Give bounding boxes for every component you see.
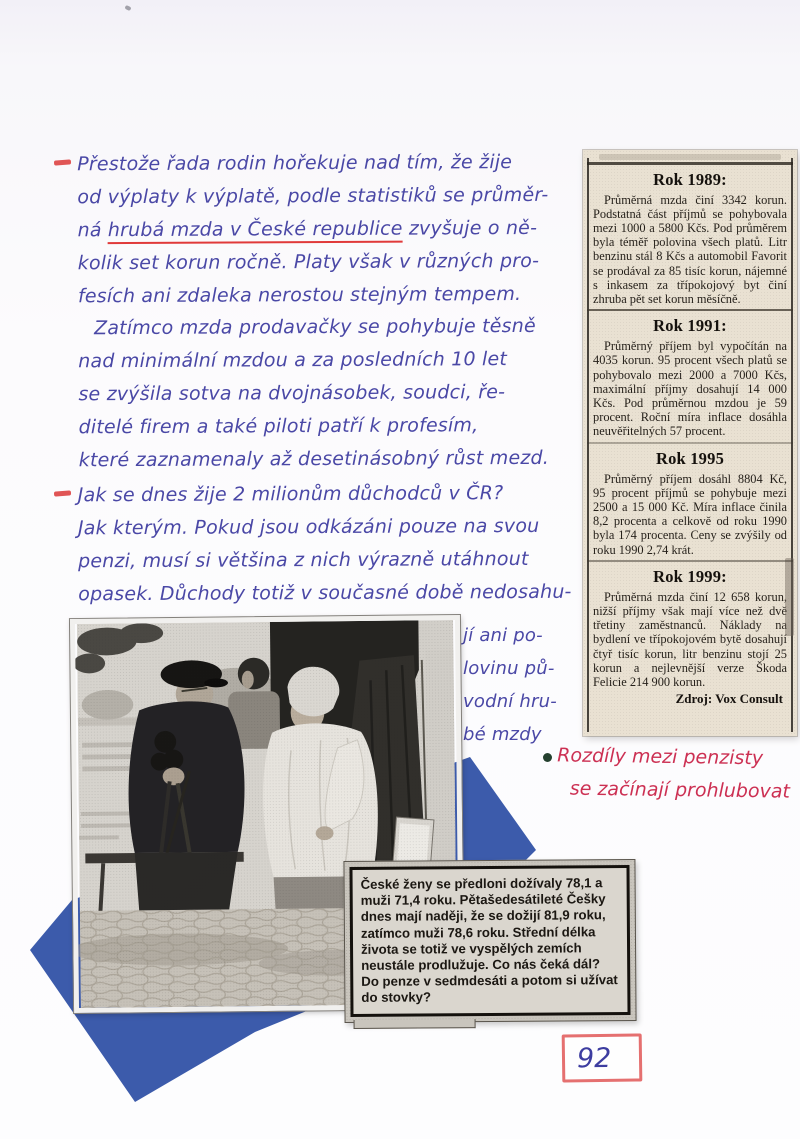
handwritten-line: se začínají prohlubovat bbox=[569, 777, 791, 803]
handwritten-line: Zatímco mzda prodavačky se pohybuje těsně bbox=[94, 315, 536, 340]
clipping-source-credit: Zdroj: Vox Consult bbox=[675, 691, 783, 707]
section-body-1995: Průměrný příjem dosáhl 8804 Kč, 95 procent příjmů se pohybuje mezi 2500 a 15 000 Kč. Míra inflace činila 8,2 procenta a celkově od roku 1990 byla 174 procenta. Ceny se zvýšily od roku 1990 2,74 krát. bbox=[593, 471, 787, 557]
handwritten-line: se zvýšila sotva na dvojnásobek, soudci, ře- bbox=[78, 381, 506, 406]
handwritten-line: vodní hru- bbox=[463, 690, 557, 712]
red-underlined-phrase: hrubá mzda v České republice bbox=[108, 217, 403, 244]
page-number: 92 bbox=[576, 1042, 612, 1075]
clipping-torn-tab bbox=[354, 1019, 476, 1029]
handwritten-line: které zaznamenaly až desetinásobný růst mezd. bbox=[78, 446, 550, 472]
line-suffix: zvyšuje o ně- bbox=[402, 216, 538, 240]
handwritten-line: Jak kterým. Pokud jsou odkázáni pouze na svou bbox=[77, 514, 540, 540]
handwritten-line: penzi, musí si většina z nich výrazně utáhnout bbox=[78, 547, 529, 573]
section-body-1999: Průměrná mzda činí 12 658 korun, nižší příjmy však mají více než dvě třetiny zaměstnanců. Náklady na bydlení ve třípokojovém bytě dosahují čtyř tisíc korun, litr benzinu stojí 25 korun a nejlevnější verze Škoda Felicie 214 900 korun. bbox=[593, 589, 787, 689]
handwritten-line: Jak se dnes žije 2 milionům důchodců v ČR? bbox=[77, 482, 504, 507]
section-body-1989: Průměrná mzda činí 3342 korun. Podstatná část příjmů se pohybovala mezi 1000 a 5800 Kčs. Pod průměrem byla téměř polovina všech platů. Litr benzinu stál 8 Kčs a automobil Favorit se prodával za 85 tisíc korun, nájemné s inkasem za třípokojový byt činí zhruba pět set korun měsíčně. bbox=[593, 192, 787, 306]
handwritten-line: nad minimální mzdou a za posledních 10 let bbox=[78, 348, 508, 373]
handwritten-line: kolik set korun ročně. Platy však v různých pro- bbox=[77, 249, 540, 274]
handwritten-line: lovinu pů- bbox=[463, 657, 555, 679]
newspaper-clipping-life-expectancy bbox=[343, 859, 636, 1023]
section-title-1989: Rok 1989: bbox=[653, 169, 727, 189]
handwritten-line: ditelé firem a také piloti patří k profesím, bbox=[78, 414, 479, 439]
handwritten-line: Přestože řada rodin hořekuje nad tím, že žije bbox=[77, 151, 513, 176]
caption-text: České ženy se předloni dožívaly 78,1 a muži 71,4 roku. Pětašedesátileté Češky dnes mají naději, že se dožijí 81,9 roku, zatímco muži 78,6 roku. Střední délka života se totiž ve vyspělých zemích neustále prodlužuje. Co nás čeká dál? Do penze v sedmdesáti a potom si užívat do stovky? bbox=[349, 865, 630, 1017]
section-title-1999: Rok 1999: bbox=[653, 566, 727, 586]
handwritten-line: opasek. Důchody totiž v současné době nedosahu- bbox=[78, 580, 572, 605]
section-title-1995: Rok 1995 bbox=[655, 448, 725, 468]
handwritten-line: Rozdíly mezi penzisty bbox=[557, 744, 764, 770]
handwritten-line: fesích ani zdaleka nerostou stejným tempem. bbox=[77, 282, 522, 307]
section-body-1991: Průměrný příjem byl vypočítán na 4035 korun. 95 procent všech platů se pohybovalo mezi 2000 a 7000 Kčs, maximální příjmy dosahují 14 000 Kčs. Pod průměrnou mzdou je 59 procent. Roční míra inflace dosáhla neuvěřitelných 57 procent. bbox=[593, 339, 787, 439]
handwritten-line: od výplaty k výplatě, podle statistiků se průměr- bbox=[77, 183, 549, 209]
line-prefix: ná bbox=[77, 218, 108, 242]
handwritten-line: jí ani po- bbox=[463, 625, 543, 646]
section-title-1991: Rok 1991: bbox=[653, 316, 727, 336]
handwritten-line: bé mzdy bbox=[463, 723, 542, 745]
